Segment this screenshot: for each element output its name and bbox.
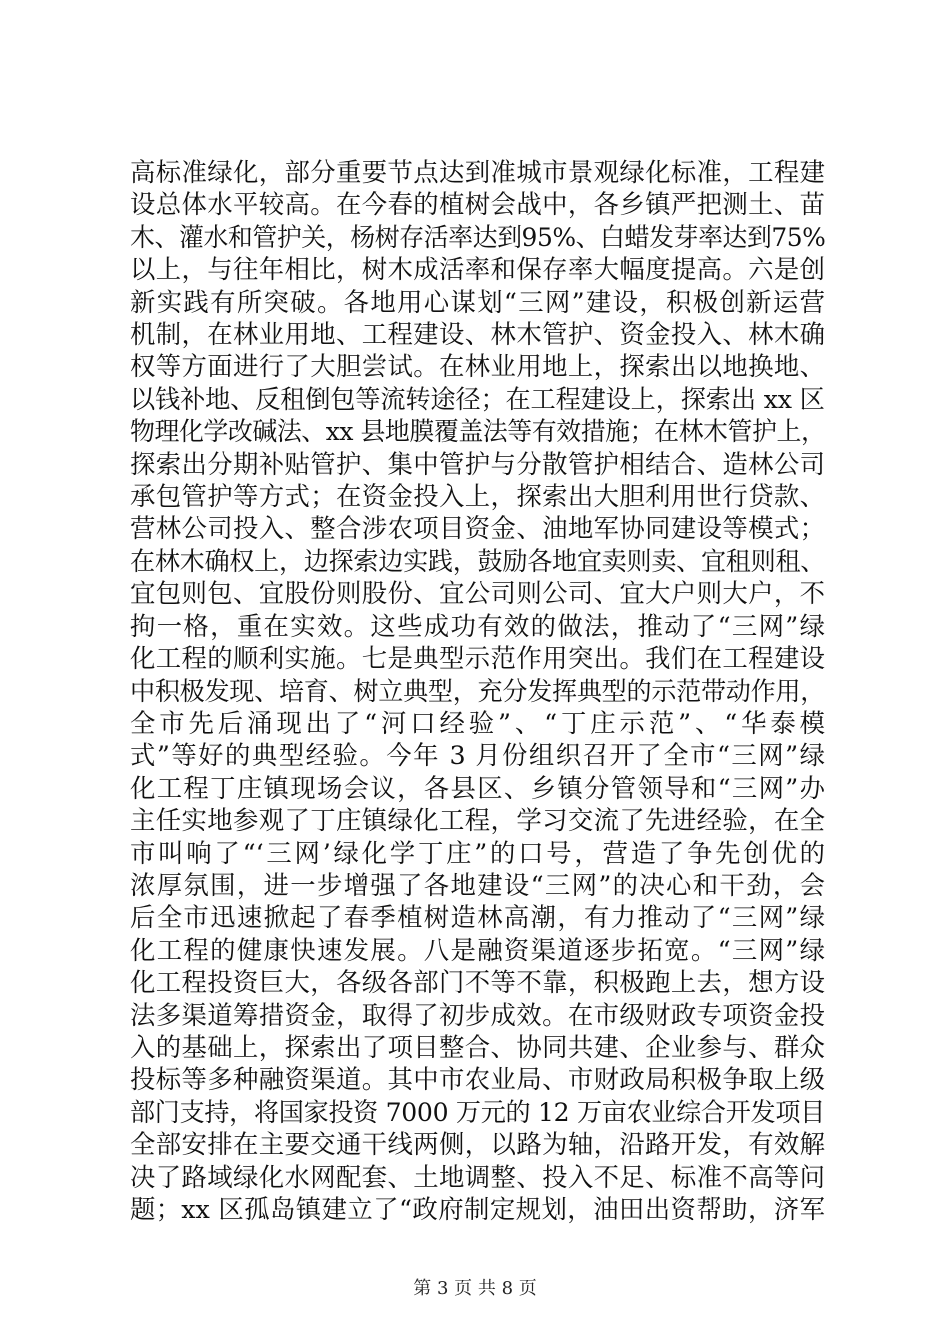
text-line: 化工程丁庄镇现场会议，各县区、乡镇分管领导和“三网”办 <box>130 772 825 803</box>
text-line: 新实践有所突破。各地用心谋划“三网”建设，积极创新运营 <box>130 286 825 317</box>
text-line: 决了路域绿化水网配套、土地调整、投入不足、标准不高等问 <box>130 1161 825 1192</box>
text-line: 入的基础上，探索出了项目整合、协同共建、企业参与、群众 <box>130 1031 825 1062</box>
text-line: 部门支持，将国家投资 7000 万元的 12 万亩农业综合开发项目 <box>130 1096 825 1127</box>
text-line: 全部安排在主要交通干线两侧，以路为轴，沿路开发，有效解 <box>130 1129 825 1160</box>
text-line: 化工程投资巨大，各级各部门不等不靠，积极跑上去，想方设 <box>130 967 825 998</box>
page-footer: 第 3 页 共 8 页 <box>413 1278 537 1299</box>
body-text <box>130 156 825 1225</box>
text-line: 市叫响了“‘三网’绿化学丁庄”的口号，营造了争先创优的 <box>130 837 825 868</box>
text-line: 以上，与往年相比，树木成活率和保存率大幅度提高。六是创 <box>130 254 825 285</box>
text-line: 后全市迅速掀起了春季植树造林高潮，有力推动了“三网”绿 <box>130 902 825 933</box>
text-line: 机制，在林业用地、工程建设、林木管护、资金投入、林木确 <box>130 319 825 350</box>
text-line: 主任实地参观了丁庄镇绿化工程，学习交流了先进经验，在全 <box>130 805 825 836</box>
text-line: 权等方面进行了大胆尝试。在林业用地上，探索出以地换地、 <box>130 351 825 382</box>
text-line: 探索出分期补贴管护、集中管护与分散管护相结合、造林公司 <box>130 448 825 479</box>
text-line: 全市先后涌现出了“河口经验”、“丁庄示范”、“华泰模 <box>130 707 825 738</box>
text-line: 承包管护等方式；在资金投入上，探索出大胆利用世行贷款、 <box>130 481 825 512</box>
text-line: 化工程的顺利实施。七是典型示范作用突出。我们在工程建设 <box>130 643 825 674</box>
text-line: 中积极发现、培育、树立典型，充分发挥典型的示范带动作用， <box>130 675 826 706</box>
text-line: 宜包则包、宜股份则股份、宜公司则公司、宜大户则大户，不 <box>130 578 825 609</box>
text-line: 法多渠道筹措资金，取得了初步成效。在市级财政专项资金投 <box>130 999 825 1030</box>
text-line: 式”等好的典型经验。今年 3 月份组织召开了全市“三网”绿 <box>130 740 825 771</box>
text-line: 物理化学改碱法、xx 县地膜覆盖法等有效措施；在林木管护上， <box>130 416 826 447</box>
text-line: 拘一格，重在实效。这些成功有效的做法，推动了“三网”绿 <box>130 610 825 641</box>
text-line: 木、灌水和管护关，杨树存活率达到95%、白蜡发芽率达到75% <box>130 221 826 252</box>
text-line: 投标等多种融资渠道。其中市农业局、市财政局积极争取上级 <box>130 1064 825 1095</box>
text-line: 高标准绿化，部分重要节点达到准城市景观绿化标准，工程建 <box>130 157 825 187</box>
text-line: 浓厚氛围，进一步增强了各地建设“三网”的决心和干劲，会 <box>130 869 825 900</box>
text-line: 营林公司投入、整合涉农项目资金、油地军协同建设等模式； <box>130 513 825 544</box>
text-line: 在林木确权上，边探索边实践，鼓励各地宜卖则卖、宜租则租、 <box>130 545 826 576</box>
text-line: 以钱补地、反租倒包等流转途径；在工程建设上，探索出 xx 区 <box>130 383 825 414</box>
text-line: 化工程的健康快速发展。八是融资渠道逐步拓宽。“三网”绿 <box>130 934 825 965</box>
text-line: 设总体水平较高。在今春的植树会战中，各乡镇严把测土、苗 <box>130 189 825 220</box>
text-line: 题；xx 区孤岛镇建立了“政府制定规划，油田出资帮助，济军 <box>130 1194 825 1224</box>
